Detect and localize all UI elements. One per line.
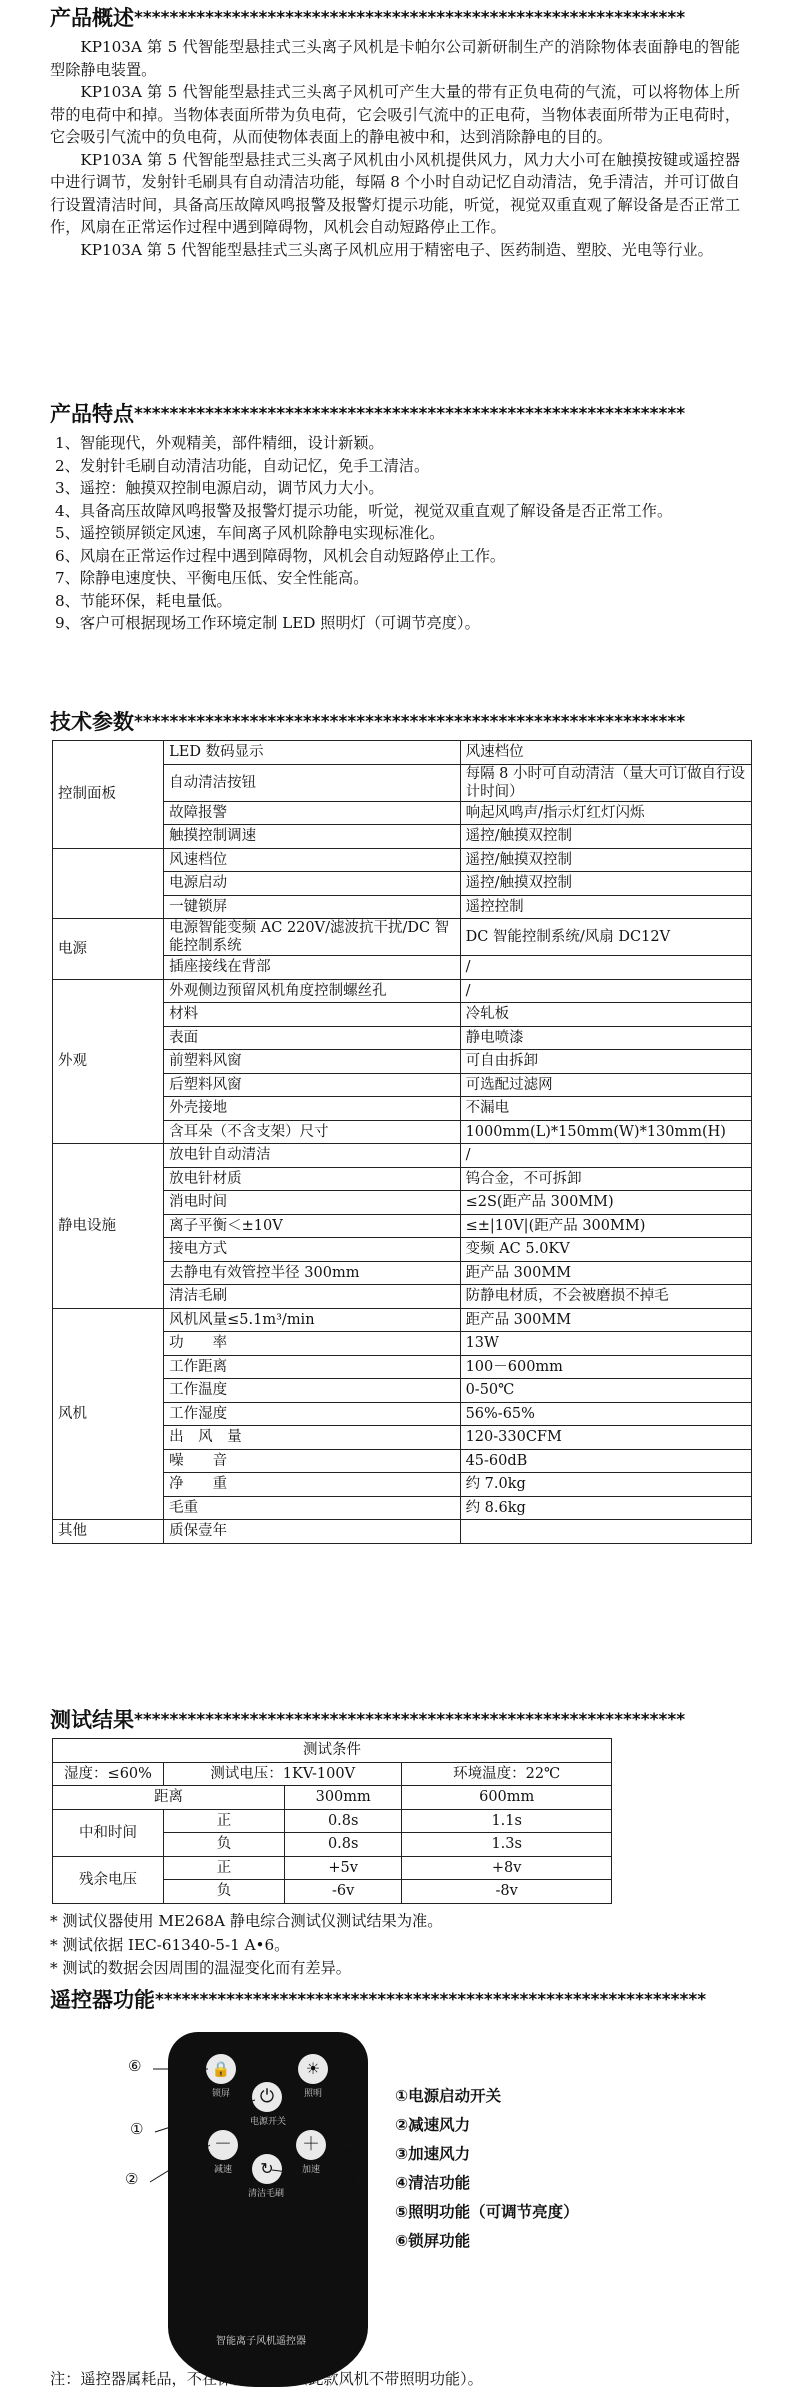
callout-2: ②	[125, 2170, 139, 2188]
remote-stars: **************************************************************	[155, 1990, 707, 2010]
spec-item: 前塑料风窗	[164, 1050, 460, 1074]
test-humidity: 湿度：≤60%	[53, 1762, 164, 1786]
spec-value: 45-60dB	[460, 1449, 751, 1473]
remote-function-list	[395, 2082, 579, 2256]
callout-line	[150, 2145, 210, 2182]
remote-function: ⑤照明功能（可调节亮度）	[395, 2203, 579, 2221]
test-note: * 测试的数据会因周围的温湿变化而有差异。	[50, 1959, 351, 1977]
spec-value: 不漏电	[460, 1097, 751, 1121]
lock-icon[interactable]: 🔒	[206, 2054, 236, 2084]
spec-value: 遥控/触摸双控制	[460, 848, 751, 872]
test-voltage: 测试电压：1KV-100V	[164, 1762, 402, 1786]
spec-item: 风速档位	[164, 848, 460, 872]
spec-value: DC 智能控制系统/风扇 DC12V	[460, 919, 751, 956]
spec-value: 遥控/触摸双控制	[460, 872, 751, 896]
spec-value: 100－600mm	[460, 1355, 751, 1379]
callout-line	[155, 2100, 255, 2132]
test-cell: +5v	[285, 1856, 402, 1880]
feature-item: 4、具备高压故障风鸣报警及报警灯提示功能，听觉，视觉双重直观了解设备是否正常工作。	[55, 501, 673, 520]
spec-value: 120-330CFM	[460, 1426, 751, 1450]
spec-item: 质保壹年	[164, 1520, 460, 1544]
plus-label: 加速	[302, 2165, 321, 2175]
spec-item: 外壳接地	[164, 1097, 460, 1121]
spec-item: 去静电有效管控半径 300mm	[164, 1261, 460, 1285]
power-label: 电源开关	[250, 2117, 287, 2127]
spec-item: 故障报警	[164, 801, 460, 825]
overview-paragraph: KP103A 第 5 代智能型悬挂式三头离子风机应用于精密电子、医药制造、塑胶、光电等行业。	[80, 240, 713, 259]
light-label: 照明	[304, 2089, 323, 2099]
spec-item: 电源启动	[164, 872, 460, 896]
test-polarity: 正	[164, 1809, 285, 1833]
spec-item: 工作湿度	[164, 1402, 460, 1426]
test-cell: 0.8s	[285, 1833, 402, 1857]
test-cell: 0.8s	[285, 1809, 402, 1833]
spec-item: 一键锁屏	[164, 895, 460, 919]
spec-value: 可选配过滤网	[460, 1073, 751, 1097]
specs-heading: 技术参数	[50, 710, 134, 734]
spec-item: 工作距离	[164, 1355, 460, 1379]
clean-label: 清洁毛刷	[248, 2189, 285, 2199]
spec-item: 插座接线在背部	[164, 956, 460, 980]
feature-item: 9、客户可根据现场工作环境定制 LED 照明灯（可调节亮度）。	[55, 614, 480, 632]
spec-value: 遥控/触摸双控制	[460, 825, 751, 849]
clean-icon[interactable]: ↻	[252, 2154, 282, 2184]
test-cell: 1.3s	[402, 1833, 612, 1857]
test-note: * 测试仪器使用 ME268A 静电综合测试仪测试结果为准。	[50, 1912, 443, 1930]
lock-label: 锁屏	[212, 2089, 231, 2099]
callout-4: ④	[352, 2170, 366, 2188]
test-note: * 测试依据 IEC-61340-5-1 A•6。	[50, 1935, 290, 1954]
callout-1: ①	[130, 2120, 144, 2138]
spec-item: 离子平衡＜±10V	[164, 1214, 460, 1238]
callout-6: ⑥	[128, 2057, 142, 2075]
spec-item: 工作温度	[164, 1379, 460, 1403]
spec-item: 触摸控制调速	[164, 825, 460, 849]
test-polarity: 正	[164, 1856, 285, 1880]
test-polarity: 负	[164, 1833, 285, 1857]
remote-heading: 遥控器功能	[50, 1988, 155, 2012]
minus-label: 减速	[214, 2165, 233, 2175]
test-residual-label: 残余电压	[53, 1856, 164, 1903]
spec-item: 噪 音	[164, 1449, 460, 1473]
spec-value: 静电喷漆	[460, 1026, 751, 1050]
test-distance-600: 600mm	[402, 1786, 612, 1810]
spec-value: /	[460, 1144, 751, 1168]
spec-item: 放电针材质	[164, 1167, 460, 1191]
spec-value: 响起风鸣声/指示灯红灯闪烁	[460, 801, 751, 825]
spec-item: 清洁毛刷	[164, 1285, 460, 1309]
spec-value: 距产品 300MM	[460, 1261, 751, 1285]
spec-item: 净 重	[164, 1473, 460, 1497]
overview-stars: **************************************************************	[134, 8, 686, 28]
light-icon[interactable]: ☀	[298, 2054, 328, 2084]
remote-footnote: 注：遥控器属耗品，不在保修范围内（此款风机不带照明功能）。	[50, 2370, 483, 2388]
spec-item: 消电时间	[164, 1191, 460, 1215]
spec-value: 约 7.0kg	[460, 1473, 751, 1497]
feature-item: 2、发射针毛刷自动清洁功能，自动记忆，免手工清洁。	[55, 456, 430, 475]
spec-value: /	[460, 956, 751, 980]
spec-item: 材料	[164, 1003, 460, 1027]
spec-group-label: 电源	[53, 919, 164, 980]
spec-value: 可自由拆卸	[460, 1050, 751, 1074]
features-stars: **************************************************************	[134, 404, 686, 424]
remote-function: ①电源启动开关	[395, 2087, 502, 2105]
specs-stars: **************************************************************	[134, 712, 686, 732]
overview-paragraph: KP103A 第 5 代智能型悬挂式三头离子风机由小风机提供风力，风力大小可在触摸按键或遥控器中进行调节，发射针毛刷具有自动清洁功能，每隔 8 个小时自动记忆自动清洁，免手清洁，并可订做自行设置清洁时间，具备高压故障风鸣报警及报警灯提示功能，听觉，视觉双重直观了解设备是否正常工作，风扇在正常运作过程中遇到障碍物，风机会自动短路停止工作。	[50, 150, 740, 236]
test-stars: **************************************************************	[134, 1710, 686, 1730]
spec-value: 钨合金，不可拆卸	[460, 1167, 751, 1191]
spec-value: 0-50℃	[460, 1379, 751, 1403]
features-heading: 产品特点	[50, 402, 134, 426]
test-polarity: 负	[164, 1880, 285, 1904]
test-cell: +8v	[402, 1856, 612, 1880]
spec-value: /	[460, 979, 751, 1003]
overview-heading: 产品概述	[50, 6, 134, 30]
spec-value: 变频 AC 5.0KV	[460, 1238, 751, 1262]
test-neutral-label: 中和时间	[53, 1809, 164, 1856]
spec-item: LED 数码显示	[164, 741, 460, 765]
spec-item: 出 风 量	[164, 1426, 460, 1450]
power-icon[interactable]: ⏻	[252, 2082, 282, 2112]
remote-device-title: 智能离子风机遥控器	[216, 2336, 306, 2347]
feature-item: 6、风扇在正常运作过程中遇到障碍物，风机会自动短路停止工作。	[55, 546, 506, 565]
spec-group-label: 风机	[53, 1308, 164, 1520]
test-conditions-title: 测试条件	[53, 1739, 612, 1763]
feature-item: 3、遥控：触摸双控制电源启动，调节风力大小。	[55, 479, 384, 497]
spec-item: 电源智能变频 AC 220V/滤波抗干扰/DC 智能控制系统	[164, 919, 460, 956]
spec-item: 风机风量≤5.1m³/min	[164, 1308, 460, 1332]
spec-item: 外观侧边预留风机角度控制螺丝孔	[164, 979, 460, 1003]
feature-item: 1、智能现代，外观精美，部件精细，设计新颖。	[55, 434, 384, 452]
test-distance-300: 300mm	[285, 1786, 402, 1810]
test-cell: -6v	[285, 1880, 402, 1904]
test-heading: 测试结果	[50, 1708, 134, 1732]
spec-value: 冷轧板	[460, 1003, 751, 1027]
spec-value: 13W	[460, 1332, 751, 1356]
spec-value: 56%-65%	[460, 1402, 751, 1426]
spec-value: 每隔 8 小时可自动清洁（量大可订做自行设计时间）	[460, 764, 751, 801]
spec-value: 约 8.6kg	[460, 1496, 751, 1520]
spec-item: 接电方式	[164, 1238, 460, 1262]
test-temperature: 环境温度：22℃	[402, 1762, 612, 1786]
feature-item: 7、除静电速度快、平衡电压低、安全性能高。	[55, 569, 369, 587]
callout-line	[272, 2170, 350, 2180]
remote-function: ⑥锁屏功能	[395, 2232, 471, 2250]
spec-item: 后塑料风窗	[164, 1073, 460, 1097]
spec-item: 功 率	[164, 1332, 460, 1356]
spec-group-label: 控制面板	[53, 741, 164, 849]
spec-value: 1000mm(L)*150mm(W)*130mm(H)	[460, 1120, 751, 1144]
minus-icon[interactable]: －	[208, 2130, 238, 2160]
spec-value: 风速档位	[460, 741, 751, 765]
spec-value: ≤2S(距产品 300MM)	[460, 1191, 751, 1215]
spec-item: 毛重	[164, 1496, 460, 1520]
remote-function: ②减速风力	[395, 2116, 471, 2134]
remote-function: ③加速风力	[395, 2145, 471, 2163]
spec-group-label: 外观	[53, 979, 164, 1144]
spec-item: 表面	[164, 1026, 460, 1050]
spec-value: 距产品 300MM	[460, 1308, 751, 1332]
feature-item: 8、节能环保，耗电量低。	[55, 591, 232, 610]
spec-group-label: 其他	[53, 1520, 164, 1544]
spec-item: 自动清洁按钮	[164, 764, 460, 801]
test-distance-label: 距离	[53, 1786, 285, 1810]
callout-3: ③	[352, 2133, 366, 2151]
callout-5: ⑤	[352, 2057, 366, 2075]
overview-paragraph: KP103A 第 5 代智能型悬挂式三头离子风机可产生大量的带有正负电荷的气流，可以将物体上所带的电荷中和掉。当物体表面所带为负电荷，它会吸引气流中的正电荷，当物体表面所带为正电荷时，它会吸引气流中的负电荷，从而使物体表面上的静电被中和，达到消除静电的目的。	[50, 83, 740, 146]
remote-function: ④清洁功能	[395, 2174, 471, 2192]
spec-value: 防静电材质，不会被磨损不掉毛	[460, 1285, 751, 1309]
spec-value: ≤±|10V|(距产品 300MM)	[460, 1214, 751, 1238]
feature-item: 5、遥控锁屏锁定风速，车间离子风机除静电实现标准化。	[55, 524, 445, 542]
spec-group-label: 静电设施	[53, 1144, 164, 1309]
plus-icon[interactable]: ＋	[296, 2130, 326, 2160]
overview-paragraph: KP103A 第 5 代智能型悬挂式三头离子风机是卡帕尔公司新研制生产的消除物体表面静电的智能型除静电装置。	[50, 38, 740, 79]
test-cell: 1.1s	[402, 1809, 612, 1833]
test-cell: -8v	[402, 1880, 612, 1904]
spec-item: 放电针自动清洁	[164, 1144, 460, 1168]
spec-item: 含耳朵（不含支架）尺寸	[164, 1120, 460, 1144]
spec-value: 遥控控制	[460, 895, 751, 919]
